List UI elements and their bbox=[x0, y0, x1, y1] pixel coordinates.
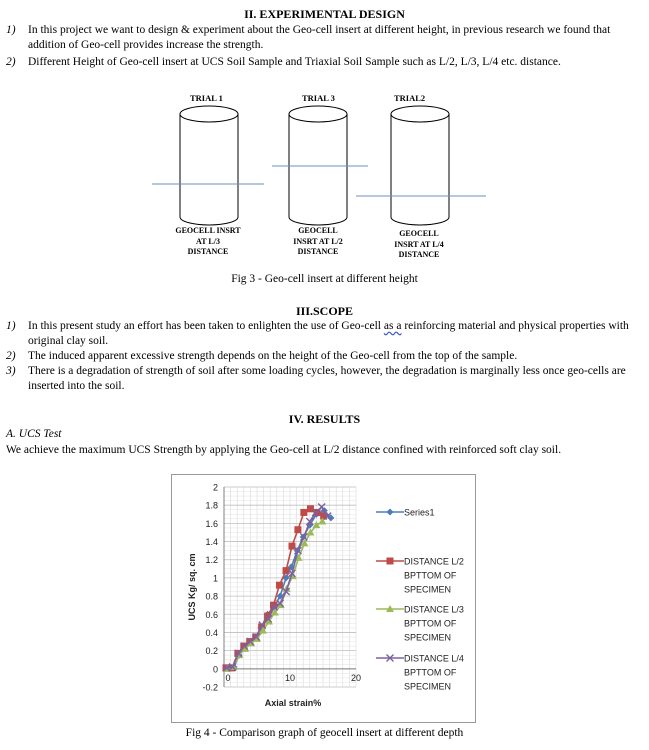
section-heading-experimental-design: II. EXPERIMENTAL DESIGN bbox=[244, 7, 405, 21]
cylinder-1-body bbox=[180, 114, 238, 225]
y-tick-label: 0.6 bbox=[205, 609, 218, 620]
cylinder-2-body bbox=[289, 114, 347, 225]
data-point bbox=[300, 509, 307, 516]
section-heading-scope: III.SCOPE bbox=[295, 304, 354, 318]
y-tick-label: 0.8 bbox=[205, 591, 218, 602]
text-run: reinforcing material and physical properties with original clay soil. bbox=[28, 320, 629, 347]
text-run: In this present study an effort has been taken to enlighten the use of Geo-cell bbox=[28, 320, 384, 332]
cylinder-1-top bbox=[180, 106, 238, 122]
x-tick-label: 0 bbox=[225, 672, 231, 683]
y-tick-label: 1.2 bbox=[205, 555, 218, 566]
list-number: 1) bbox=[6, 320, 16, 332]
cylinder-3-body bbox=[391, 114, 449, 225]
legend-label: Series1 bbox=[404, 507, 435, 518]
geocell-label-2 bbox=[273, 226, 363, 258]
legend-label: SPECIMEN bbox=[404, 632, 452, 643]
list-number: 1) bbox=[6, 24, 16, 36]
legend-label: SPECIMEN bbox=[404, 681, 452, 692]
legend-marker bbox=[387, 558, 394, 565]
label-line: INSRT AT L/4 bbox=[394, 239, 444, 249]
figure-4-caption: Fig 4 - Comparison graph of geocell insert at different depth bbox=[185, 727, 464, 739]
y-tick-label: 1.4 bbox=[205, 537, 218, 548]
label-line: GEOCELL bbox=[399, 229, 439, 238]
y-tick-label: -0.2 bbox=[202, 682, 218, 693]
y-tick-label: 1.8 bbox=[205, 500, 218, 511]
label-line: GEOCELL INSRT bbox=[175, 226, 241, 235]
list-text bbox=[28, 319, 630, 348]
list-text: The induced apparent excessive strength depends on the height of the Geo-cell from the top of the sample. bbox=[28, 350, 518, 362]
y-tick-label: 0.4 bbox=[205, 627, 218, 638]
x-tick-label: 10 bbox=[284, 672, 296, 683]
legend-label: BPTTOM OF bbox=[404, 667, 457, 678]
y-tick-label: 1.6 bbox=[205, 518, 218, 529]
cylinder-2-top bbox=[289, 106, 347, 122]
list-number: 2) bbox=[6, 56, 16, 68]
list-text: Different Height of Geo-cell insert at UCS Soil Sample and Triaxial Soil Sample such as L/2, L/3, L/4 etc. distance. bbox=[28, 56, 561, 68]
geocell-label-3 bbox=[374, 229, 464, 261]
geocell-label-1 bbox=[163, 226, 253, 258]
data-point bbox=[294, 526, 301, 533]
y-tick-label: 2 bbox=[212, 482, 218, 493]
y-tick-label: 1 bbox=[212, 573, 218, 584]
label-line: DISTANCE bbox=[297, 247, 339, 256]
list-number: 2) bbox=[6, 350, 16, 362]
results-paragraph: We achieve the maximum UCS Strength by applying the Geo-cell at L/2 distance confined with reinforced soft clay soil. bbox=[6, 444, 562, 456]
legend-label: BPTTOM OF bbox=[404, 618, 457, 629]
legend-label: DISTANCE L/3 bbox=[404, 604, 464, 615]
list-text: In this project we want to design & experiment about the Geo-cell insert at different height, in previous research we found that addition of Geo-cell provides increase the strength. bbox=[28, 24, 611, 51]
y-axis-title: UCS Kg/ sq. cm bbox=[187, 553, 197, 621]
section-heading-results: IV. RESULTS bbox=[288, 412, 361, 426]
figure-3-caption: Fig 3 - Geo-cell insert at different height bbox=[231, 273, 418, 285]
label-line: INSRT AT L/2 bbox=[293, 236, 343, 246]
trial-label: TRIAL 3 bbox=[302, 93, 335, 103]
label-line: GEOCELL bbox=[298, 226, 338, 235]
legend-marker bbox=[387, 509, 394, 516]
legend-label: DISTANCE L/4 bbox=[404, 653, 464, 664]
legend-label: DISTANCE L/2 bbox=[404, 556, 464, 567]
x-tick-label: 20 bbox=[350, 672, 362, 683]
list-text: There is a degradation of strength of soil after some loading cycles, however, the degradation is marginally less once geo-cells are inserted into the soil. bbox=[28, 365, 626, 392]
spellcheck-underline: as a bbox=[383, 320, 402, 332]
ucs-chart bbox=[171, 474, 476, 723]
trial-label: TRIAL2 bbox=[394, 93, 426, 103]
figure-3-cylinders bbox=[0, 88, 649, 268]
trial-label: TRIAL 1 bbox=[190, 93, 223, 103]
data-point bbox=[288, 543, 295, 550]
legend-label: SPECIMEN bbox=[404, 584, 452, 595]
list-number: 3) bbox=[6, 365, 16, 377]
data-point bbox=[276, 582, 283, 589]
label-line: DISTANCE bbox=[398, 250, 440, 259]
legend-label: BPTTOM OF bbox=[404, 570, 457, 581]
y-tick-label: 0 bbox=[212, 664, 218, 675]
x-axis-title: Axial strain% bbox=[264, 698, 322, 708]
label-line: DISTANCE bbox=[187, 247, 229, 256]
label-line: AT L/3 bbox=[196, 236, 220, 246]
y-tick-label: 0.2 bbox=[205, 646, 218, 657]
subsection-heading: A. UCS Test bbox=[6, 428, 62, 440]
cylinder-3-top bbox=[391, 106, 449, 122]
